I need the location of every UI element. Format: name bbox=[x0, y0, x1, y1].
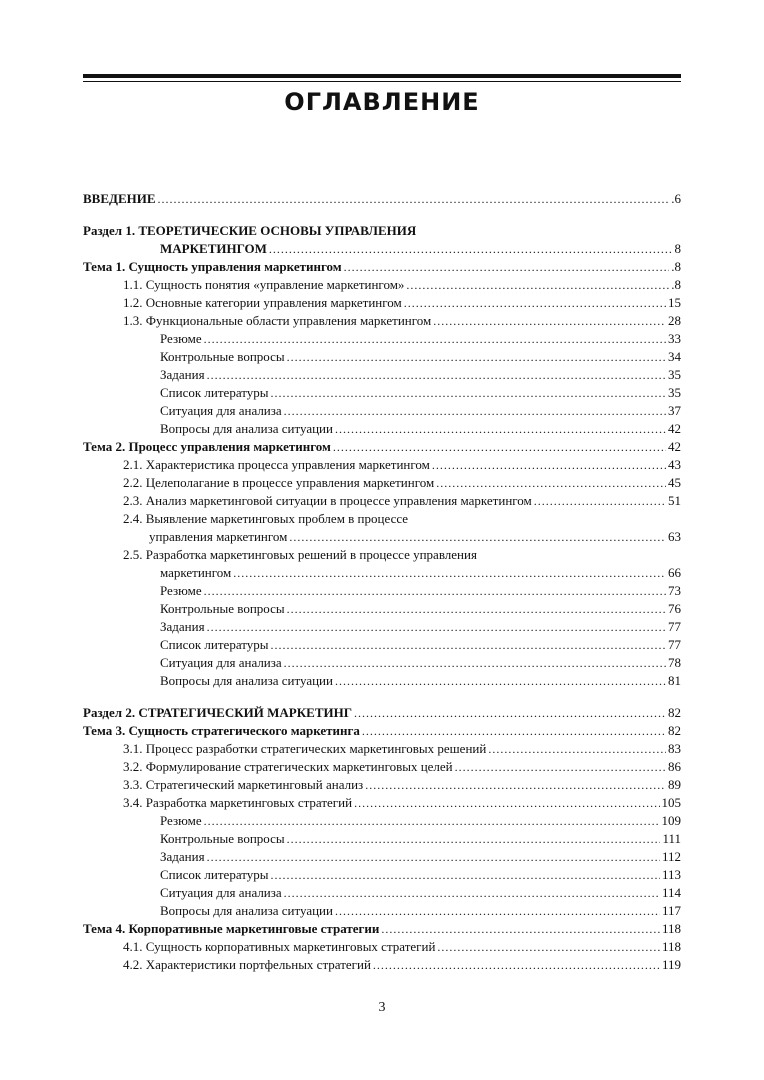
toc-entry-page: 82 bbox=[668, 723, 681, 738]
toc-entry-page: 113 bbox=[661, 867, 681, 882]
page-title: ОГЛАВЛЕНИЕ bbox=[284, 88, 480, 116]
toc-entry-page: .8 bbox=[671, 259, 681, 274]
toc-entry-label: Ситуация для анализа bbox=[160, 655, 282, 670]
toc-leader-dots bbox=[488, 740, 666, 758]
toc-entry bbox=[83, 636, 681, 654]
toc-entry bbox=[83, 190, 681, 208]
toc-entry-label: Задания bbox=[160, 619, 205, 634]
toc-entry bbox=[83, 312, 681, 330]
toc-entry-label: 2.2. Целеполагание в процессе управления маркетингом bbox=[123, 475, 435, 490]
toc-entry-page: 43 bbox=[668, 457, 681, 472]
toc-entry-label: маркетингом bbox=[160, 565, 232, 580]
toc-leader-dots bbox=[455, 758, 666, 776]
toc-entry-page: 77 bbox=[668, 619, 681, 634]
toc-leader-dots bbox=[354, 704, 666, 722]
toc-entry-page: 89 bbox=[668, 777, 681, 792]
toc-leader-dots bbox=[534, 492, 666, 510]
toc-leader-dots bbox=[204, 812, 660, 830]
toc-leader-dots bbox=[271, 384, 667, 402]
toc-leader-dots bbox=[381, 920, 660, 938]
toc-entry-page: 81 bbox=[668, 673, 681, 688]
toc-entry bbox=[83, 438, 681, 456]
toc-leader-dots bbox=[433, 312, 666, 330]
toc-entry-page: 82 bbox=[668, 705, 681, 720]
toc-entry-page: 76 bbox=[668, 601, 681, 616]
toc-entry-page: 37 bbox=[668, 403, 681, 418]
toc-entry-page: 114 bbox=[661, 885, 681, 900]
toc-entry bbox=[83, 402, 681, 420]
toc-leader-dots bbox=[404, 294, 666, 312]
toc-leader-dots bbox=[289, 528, 666, 546]
toc-leader-dots bbox=[436, 474, 666, 492]
toc-entry bbox=[83, 672, 681, 690]
toc-entry-page: 109 bbox=[661, 813, 681, 828]
toc-leader-dots bbox=[333, 438, 666, 456]
toc-entry-page: 78 bbox=[668, 655, 681, 670]
toc-entry bbox=[83, 420, 681, 438]
toc-entry-label: Контрольные вопросы bbox=[160, 601, 285, 616]
toc-entry-page: 119 bbox=[661, 957, 681, 972]
toc-entry-label: Список литературы bbox=[160, 637, 269, 652]
toc-entry-page: 15 bbox=[668, 295, 681, 310]
header-rule-thin bbox=[83, 81, 681, 82]
toc-leader-dots bbox=[207, 618, 666, 636]
toc-entry bbox=[83, 776, 681, 794]
toc-leader-dots bbox=[432, 456, 666, 474]
toc-entry-label: 2.5. Разработка маркетинговых решений в процессе управления bbox=[123, 547, 477, 562]
toc-entry bbox=[83, 240, 681, 258]
header-rule-thick bbox=[83, 74, 681, 78]
toc-leader-dots bbox=[287, 830, 661, 848]
toc-entry-label: Тема 4. Корпоративные маркетинговые стратегии bbox=[83, 921, 380, 936]
toc-entry-page: 66 bbox=[668, 565, 681, 580]
toc-leader-dots bbox=[335, 672, 666, 690]
toc-entry-label: Вопросы для анализа ситуации bbox=[160, 673, 333, 688]
toc-entry-page: .8 bbox=[671, 277, 681, 292]
toc-entry bbox=[83, 618, 681, 636]
toc-entry bbox=[83, 884, 681, 902]
toc-entry-label: МАРКЕТИНГОМ bbox=[160, 241, 267, 256]
toc-entry-page: 42 bbox=[668, 439, 681, 454]
toc-entry-page: 83 bbox=[668, 741, 681, 756]
toc-entry-page: 118 bbox=[661, 921, 681, 936]
toc-leader-dots bbox=[271, 636, 667, 654]
toc-entry-label: Контрольные вопросы bbox=[160, 349, 285, 364]
page-number: 3 bbox=[378, 1000, 386, 1015]
toc-entry-page: 51 bbox=[668, 493, 681, 508]
toc-leader-dots bbox=[287, 600, 666, 618]
toc-entry bbox=[83, 956, 681, 974]
toc-entry bbox=[83, 722, 681, 740]
toc-entry-label: 2.3. Анализ маркетинговой ситуации в процессе управления маркетингом bbox=[123, 493, 532, 508]
toc-entry bbox=[83, 866, 681, 884]
toc-entry-label: 1.1. Сущность понятия «управление маркетингом» bbox=[123, 277, 405, 292]
toc-leader-dots bbox=[335, 902, 660, 920]
toc-entry-page: 35 bbox=[668, 385, 681, 400]
toc-entry-page: 73 bbox=[668, 583, 681, 598]
toc-leader-dots bbox=[233, 564, 666, 582]
toc-entry bbox=[83, 222, 681, 240]
toc-entry-label: Тема 1. Сущность управления маркетингом bbox=[83, 259, 342, 274]
toc-entry-page: 86 bbox=[668, 759, 681, 774]
toc-entry-label: Резюме bbox=[160, 583, 202, 598]
toc-leader-dots bbox=[204, 330, 666, 348]
toc-entry-label: 3.4. Разработка маркетинговых стратегий bbox=[123, 795, 353, 810]
toc-leader-dots bbox=[158, 190, 670, 208]
toc-leader-dots bbox=[284, 654, 666, 672]
toc-entry-page: 33 bbox=[668, 331, 681, 346]
toc-entry-label: Ситуация для анализа bbox=[160, 885, 282, 900]
toc-leader-dots bbox=[362, 722, 666, 740]
toc-entry-page: 34 bbox=[668, 349, 681, 364]
toc-entry-label: 1.2. Основные категории управления маркетингом bbox=[123, 295, 402, 310]
toc-entry-label: Ситуация для анализа bbox=[160, 403, 282, 418]
toc-entry-label: Раздел 1. ТЕОРЕТИЧЕСКИЕ ОСНОВЫ УПРАВЛЕНИЯ bbox=[83, 223, 417, 238]
toc-entry-label: Список литературы bbox=[160, 867, 269, 882]
toc-entry bbox=[83, 654, 681, 672]
toc-entry bbox=[83, 600, 681, 618]
toc-entry-label: Задания bbox=[160, 367, 205, 382]
toc-entry bbox=[83, 582, 681, 600]
toc-entry bbox=[83, 848, 681, 866]
toc-entry-label: 1.3. Функциональные области управления маркетингом bbox=[123, 313, 432, 328]
toc-entry bbox=[83, 812, 681, 830]
toc-entry-label: Тема 3. Сущность стратегического маркетинга bbox=[83, 723, 360, 738]
toc-leader-dots bbox=[284, 402, 666, 420]
toc-entry-page: 35 bbox=[668, 367, 681, 382]
toc-entry bbox=[83, 938, 681, 956]
toc-entry bbox=[83, 528, 681, 546]
toc-entry-label: Вопросы для анализа ситуации bbox=[160, 903, 333, 918]
toc-entry-label: Задания bbox=[160, 849, 205, 864]
toc-entry-page: 8 bbox=[674, 241, 681, 256]
toc-leader-dots bbox=[204, 582, 666, 600]
toc-entry-label: 3.3. Стратегический маркетинговый анализ bbox=[123, 777, 364, 792]
toc-entry-page: 28 bbox=[668, 313, 681, 328]
toc-entry bbox=[83, 276, 681, 294]
toc-entry bbox=[83, 902, 681, 920]
toc-entry bbox=[83, 510, 681, 528]
toc-leader-dots bbox=[207, 848, 660, 866]
toc-leader-dots bbox=[344, 258, 670, 276]
toc-entry-label: Раздел 2. СТРАТЕГИЧЕСКИЙ МАРКЕТИНГ bbox=[83, 705, 352, 720]
toc-entry bbox=[83, 740, 681, 758]
toc-entry bbox=[83, 474, 681, 492]
toc-entry-label: управления маркетингом bbox=[149, 529, 288, 544]
toc-leader-dots bbox=[335, 420, 666, 438]
toc-entry-page: .6 bbox=[671, 191, 681, 206]
toc-entry bbox=[83, 920, 681, 938]
toc-entry-label: 4.1. Сущность корпоративных маркетинговых стратегий bbox=[123, 939, 436, 954]
toc-entry bbox=[83, 366, 681, 384]
toc-leader-dots bbox=[365, 776, 666, 794]
toc-entry bbox=[83, 564, 681, 582]
toc-entry bbox=[83, 258, 681, 276]
toc-entry-label: Список литературы bbox=[160, 385, 269, 400]
toc-entry-label: 2.1. Характеристика процесса управления маркетингом bbox=[123, 457, 430, 472]
toc-entry bbox=[83, 546, 681, 564]
toc-entry bbox=[83, 348, 681, 366]
table-of-contents bbox=[83, 190, 681, 974]
toc-entry-page: 117 bbox=[661, 903, 681, 918]
toc-leader-dots bbox=[271, 866, 660, 884]
toc-entry-label: ВВЕДЕНИЕ bbox=[83, 191, 156, 206]
toc-leader-dots bbox=[373, 956, 660, 974]
toc-entry-label: 2.4. Выявление маркетинговых проблем в процессе bbox=[123, 511, 409, 526]
toc-leader-dots bbox=[406, 276, 669, 294]
toc-entry bbox=[83, 492, 681, 510]
toc-leader-dots bbox=[284, 884, 660, 902]
toc-entry-label: Тема 2. Процесс управления маркетингом bbox=[83, 439, 331, 454]
toc-entry bbox=[83, 758, 681, 776]
toc-leader-dots bbox=[207, 366, 666, 384]
toc-entry-label: 3.1. Процесс разработки стратегических маркетинговых решений bbox=[123, 741, 487, 756]
toc-entry-label: 3.2. Формулирование стратегических маркетинговых целей bbox=[123, 759, 453, 774]
toc-leader-dots bbox=[287, 348, 666, 366]
toc-entry-page: 77 bbox=[668, 637, 681, 652]
toc-entry-label: Контрольные вопросы bbox=[160, 831, 285, 846]
toc-entry-label: Резюме bbox=[160, 813, 202, 828]
toc-entry-label: 4.2. Характеристики портфельных стратегий bbox=[123, 957, 371, 972]
toc-leader-dots bbox=[437, 938, 660, 956]
toc-entry bbox=[83, 704, 681, 722]
toc-entry-label: Резюме bbox=[160, 331, 202, 346]
toc-entry bbox=[83, 384, 681, 402]
toc-entry bbox=[83, 330, 681, 348]
toc-entry-page: 118 bbox=[661, 939, 681, 954]
toc-entry-page: 111 bbox=[662, 831, 681, 846]
toc-entry bbox=[83, 830, 681, 848]
toc-entry-page: 63 bbox=[668, 529, 681, 544]
toc-entry-page: 42 bbox=[668, 421, 681, 436]
toc-entry-label: Вопросы для анализа ситуации bbox=[160, 421, 333, 436]
toc-entry-page: 105 bbox=[661, 795, 681, 810]
toc-leader-dots bbox=[269, 240, 673, 258]
toc-entry-page: 45 bbox=[668, 475, 681, 490]
toc-entry bbox=[83, 294, 681, 312]
toc-entry bbox=[83, 456, 681, 474]
toc-leader-dots bbox=[354, 794, 659, 812]
toc-entry bbox=[83, 794, 681, 812]
toc-entry-page: 112 bbox=[661, 849, 681, 864]
